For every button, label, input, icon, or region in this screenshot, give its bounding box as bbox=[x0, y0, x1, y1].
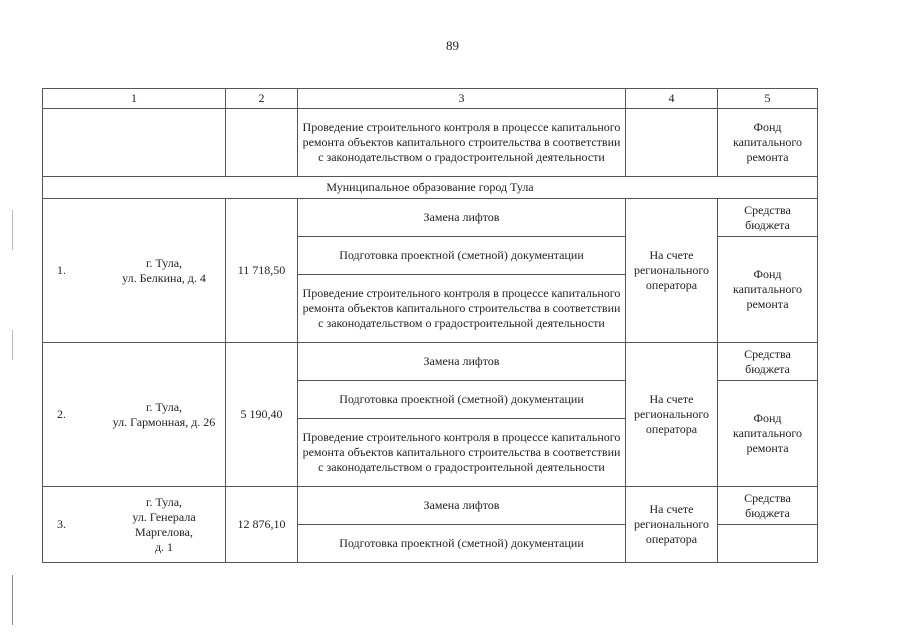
page-number: 89 bbox=[446, 38, 459, 53]
row-number: 1. bbox=[57, 263, 66, 277]
row2-work-2: Подготовка проектной (сметной) документации bbox=[298, 381, 626, 419]
scan-margin-mark bbox=[12, 210, 13, 250]
row2-amount: 5 190,40 bbox=[226, 343, 298, 487]
row2-work-3: Проведение строительного контроля в процессе капитального ремонта объектов капитального строительства в соответствии с законодательством о градостроительной деятельности bbox=[298, 419, 626, 487]
row1-amount: 11 718,50 bbox=[226, 199, 298, 343]
header-col-2: 2 bbox=[226, 89, 298, 109]
row1-address-cell bbox=[43, 199, 226, 343]
cont-cell-4 bbox=[626, 109, 718, 177]
header-col-4: 4 bbox=[626, 89, 718, 109]
header-col-1: 1 bbox=[43, 89, 226, 109]
row1-source-1: Средства бюджета bbox=[718, 199, 818, 237]
row3-source-2 bbox=[718, 525, 818, 563]
address-text: г. Тула, ул. Белкина, д. 4 bbox=[122, 255, 206, 285]
row1-work-3: Проведение строительного контроля в процессе капитального ремонта объектов капитального строительства в соответствии с законодательством о градостроительной деятельности bbox=[298, 275, 626, 343]
row2-source-1: Средства бюджета bbox=[718, 343, 818, 381]
address-text: г. Тула, ул. Генерала Маргелова, д. 1 bbox=[132, 494, 196, 554]
cont-cell-2 bbox=[226, 109, 298, 177]
works-table bbox=[42, 88, 818, 563]
row3-work-1: Замена лифтов bbox=[298, 487, 626, 525]
row1-work-2: Подготовка проектной (сметной) документации bbox=[298, 237, 626, 275]
row1-work-1: Замена лифтов bbox=[298, 199, 626, 237]
header-col-5: 5 bbox=[718, 89, 818, 109]
row3-work-2: Подготовка проектной (сметной) документации bbox=[298, 525, 626, 563]
row2-source-2: Фонд капитального ремонта bbox=[718, 381, 818, 487]
row2-work-1: Замена лифтов bbox=[298, 343, 626, 381]
cont-work: Проведение строительного контроля в процессе капитального ремонта объектов капитального строительства в соответствии с законодательством о градостроительной деятельности bbox=[298, 109, 626, 177]
row2-address-cell bbox=[43, 343, 226, 487]
row-number: 3. bbox=[57, 517, 66, 531]
cont-cell-1 bbox=[43, 109, 226, 177]
section-title: Муниципальное образование город Тула bbox=[43, 177, 818, 199]
row1-account: На счете регионального оператора bbox=[626, 199, 718, 343]
scan-margin-mark bbox=[12, 330, 13, 360]
row3-source-1: Средства бюджета bbox=[718, 487, 818, 525]
row2-account: На счете регионального оператора bbox=[626, 343, 718, 487]
header-col-3: 3 bbox=[298, 89, 626, 109]
scan-margin-mark bbox=[12, 575, 13, 625]
row3-address-cell bbox=[43, 487, 226, 563]
cont-source: Фонд капитального ремонта bbox=[718, 109, 818, 177]
row3-amount: 12 876,10 bbox=[226, 487, 298, 563]
row-number: 2. bbox=[57, 407, 66, 421]
address-text: г. Тула, ул. Гармонная, д. 26 bbox=[112, 399, 216, 429]
row3-account: На счете регионального оператора bbox=[626, 487, 718, 563]
row1-source-2: Фонд капитального ремонта bbox=[718, 237, 818, 343]
